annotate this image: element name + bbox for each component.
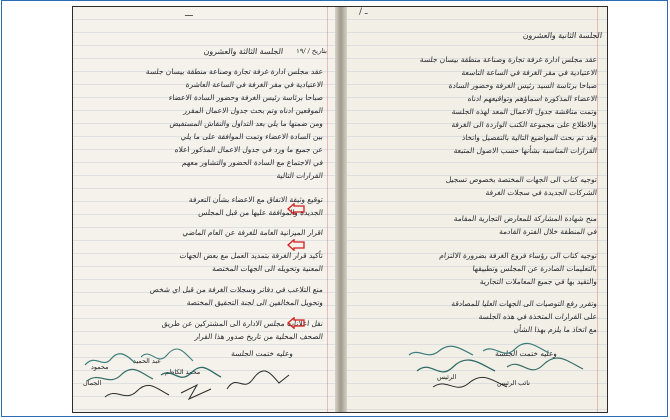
text-line: منع التلاعب في دفاتر وسجلات الغرفة من قبل اي شخص: [149, 285, 324, 294]
text-line: المعنية وتحويله الى الجهات المختصة: [211, 264, 324, 273]
signature-name: محمد الكاظم: [165, 368, 201, 376]
text-line: عقد مجلس ادارة غرفة تجارة وصناعة منطقة بيسان جلسة: [419, 55, 598, 64]
text-line: اقرار الميزانية العامة للغرفة عن العام الماضي: [182, 228, 324, 237]
text-line: في الاجتماع مع السادة الحضور والتشاور معهم: [181, 158, 324, 167]
text-line: نقل اعلانات مجلس الادارة الى المشتركين عن طريق: [161, 319, 324, 328]
ink-mark: / ـ: [359, 7, 368, 17]
text-line: وتحويل المخالفين الى لجنة التحقيق المختصة: [186, 298, 324, 307]
red-arrow-icon: [287, 239, 305, 251]
text-line: الاعتيادية في مقر الغرفة في الساعة العاشرة: [185, 80, 324, 89]
text-line: الموقعين ادناه وتم بحث جدول الاعمال المقرر: [182, 106, 324, 115]
left-page-header: الجلسة الثالثة والعشرون: [203, 47, 284, 56]
text-line: توقيع وثيقة الاتفاق مع الاعضاء بشأن التعرفة: [188, 195, 324, 204]
right-page-header: الجلسة الثانية والعشرون: [522, 31, 603, 40]
page-margin-line: [327, 7, 328, 412]
text-line: بالتعليمات الصادرة عن المجلس وتطبيقها: [472, 264, 598, 273]
text-line: مع اتخاذ ما يلزم بهذا الشأن: [513, 325, 598, 334]
text-line: الشركات الجديدة في سجلات الغرفة: [485, 188, 598, 197]
text-line: بين السادة الاعضاء وتمت الموافقة على ما يلي: [180, 132, 324, 141]
text-line: الصحف المحلية من تاريخ صدور هذا القرار: [194, 332, 324, 341]
text-line: القرارات المناسبة بشأنها حسب الاصول المتبعة: [453, 146, 598, 155]
text-line: ومن ضمنها ما يلي بعد التداول والنقاش المستفيض: [169, 119, 324, 128]
text-line: والتقيد بها في جميع المعاملات التجارية: [479, 277, 598, 286]
handwritten-signatures: [403, 341, 603, 401]
signature-name: الرئيس: [437, 373, 457, 381]
text-line: في المنطقة خلال الفترة القادمة: [498, 227, 598, 236]
handwritten-signatures: [81, 345, 231, 405]
signature-name: محمود: [91, 363, 109, 371]
left-page: [73, 7, 335, 412]
text-line: منح شهادة المشاركة للمعارض التجارية المقامة: [453, 214, 598, 223]
right-page: [347, 7, 607, 412]
handwritten-signature: [223, 367, 293, 397]
signature-name: نائب الرئيس: [497, 379, 530, 387]
text-line: والاطلاع على مجموعة الكتب الواردة الى الغرفة: [450, 120, 598, 129]
signature-name: الجمال: [83, 379, 102, 387]
text-line: توجيه كتاب الى الجهات المختصة بخصوص تسجيل: [445, 175, 598, 184]
text-line: القرارات التالية: [276, 171, 324, 180]
left-page-date: بتاريخ / /١٩: [295, 47, 328, 55]
text-line: وتمت مناقشة جدول الاعمال المعد لهذه الجلسة: [451, 107, 598, 116]
text-line: عن جميع ما ورد في جدول الاعمال المذكور اعلاه: [174, 145, 324, 154]
text-line: تأكيد قرار الغرفة بتمديد العمل مع بعض الجهات: [179, 251, 324, 260]
right-closing: وعليه ختمت الجلسة: [494, 349, 558, 358]
text-line: صباحا برئاسة السيد رئيس الغرفة وحضور السادة: [448, 81, 598, 90]
signature-name: عبد الحميد: [133, 357, 161, 365]
text-line: صباحا برئاسة رئيس الغرفة وحضور السادة الاعضاء: [168, 93, 324, 102]
text-line: الاعتيادية في مقر الغرفة في الساعة التاسعة: [461, 68, 598, 77]
text-line: الاعضاء المذكورة اسماؤهم وتواقيعهم ادناه: [467, 94, 598, 103]
book-spine: [335, 7, 347, 412]
red-arrow-icon: [287, 317, 305, 329]
text-line: وقد تم بحث المواضيع التالية بالتفصيل واتخاذ: [461, 133, 598, 142]
text-line: الجديدة والموافقة عليها من قبل المجلس: [197, 208, 324, 217]
text-line: توجيه كتاب الى رؤساء فروع الغرفة بضرورة الالتزام: [438, 251, 598, 260]
text-line: وتقرر رفع التوصيات الى الجهات العليا للمصادقة: [450, 299, 598, 308]
text-line: على القرارات المتخذة في هذه الجلسة: [478, 312, 598, 321]
image-frame: [1, 0, 668, 417]
text-line: عقد مجلس ادارة غرفة تجارة وصناعة منطقة بيسان جلسة: [145, 67, 324, 76]
ledger-book-spread: [72, 6, 608, 413]
left-closing: وعليه ختمت الجلسة: [230, 349, 294, 358]
red-arrow-icon: [287, 203, 305, 215]
ink-mark: ـــ: [185, 9, 193, 19]
